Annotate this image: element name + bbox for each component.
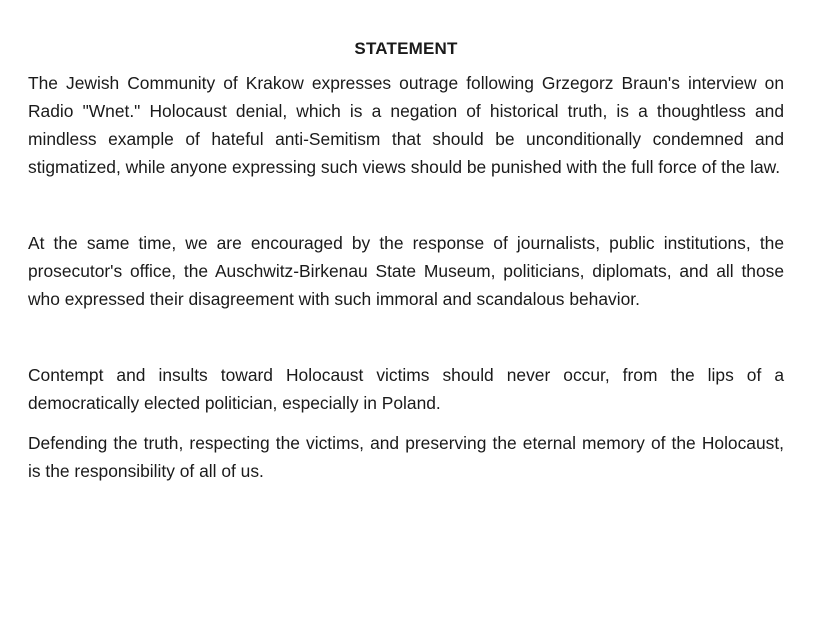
paragraph-defending-truth: Defending the truth, respecting the victims, and preserving the eternal memory of the Holocaust, is the responsibility of all of us. bbox=[28, 433, 784, 481]
statement-title: STATEMENT bbox=[354, 39, 458, 58]
paragraph-outrage: The Jewish Community of Krakow expresses outrage following Grzegorz Braun's interview on Radio "Wnet." Holocaust denial, which is a negation of historical truth, is a thoughtless and mindless example of hateful anti-Semitism that should be unconditionally condemned and stigmatized, while anyone expressing such views should be punished with the full force of the law. bbox=[28, 73, 784, 177]
paragraph-encouraged: At the same time, we are encouraged by the response of journalists, public institutions, the prosecutor's office, the Auschwitz-Birkenau State Museum, politicians, diplomats, and all those who expressed their disagreement with such immoral and scandalous behavior. bbox=[28, 233, 784, 309]
paragraph-contempt: Contempt and insults toward Holocaust victims should never occur, from the lips of a democratically elected politician, especially in Poland. bbox=[28, 365, 784, 413]
statement-document bbox=[28, 0, 784, 485]
